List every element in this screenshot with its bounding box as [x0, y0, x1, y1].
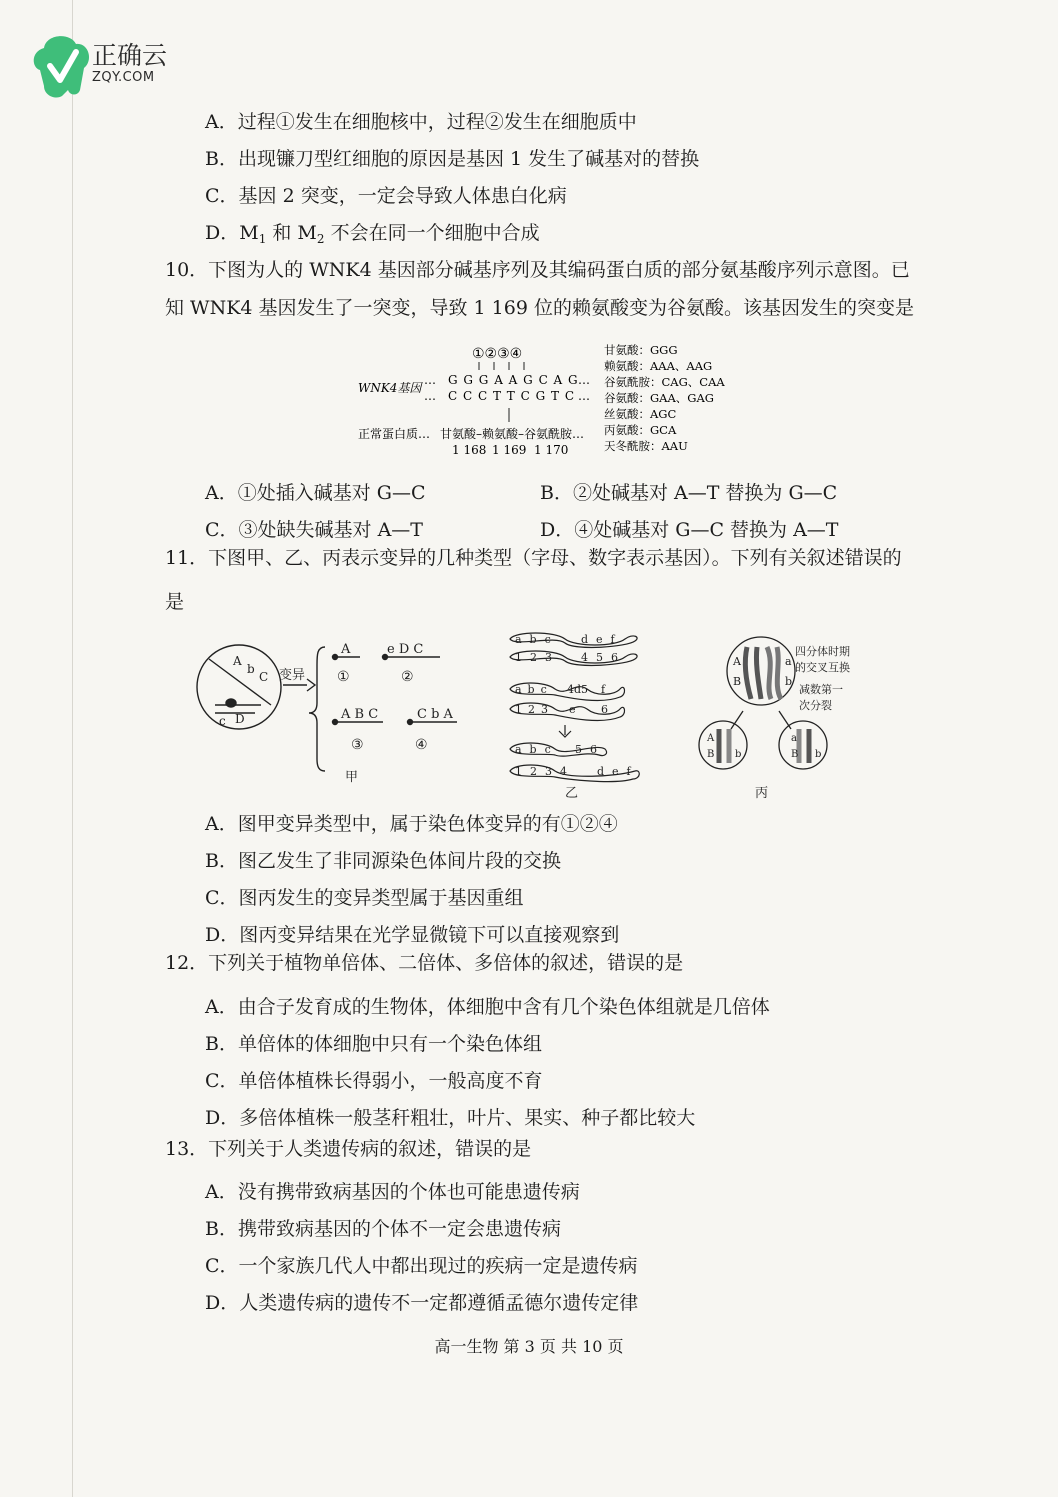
jia-chrom-1: A [341, 642, 351, 657]
figure-bing-label: 丙 [755, 786, 769, 801]
svg-text:123: 123 [515, 651, 560, 664]
svg-text:b: b [815, 749, 822, 760]
q9-option-d: D．$M_1$ 和 $M_2$ 不会在同一个细胞中合成 [205, 222, 540, 246]
q11-stem-line2: 是 [165, 591, 185, 613]
jia-num-4: ④ [415, 737, 428, 753]
svg-text:e: e [569, 703, 576, 716]
svg-text:456: 456 [581, 651, 626, 664]
codon-asn: 天冬酰胺：AAU [604, 439, 688, 453]
page-footer: 高一生物 第 3 页 共 10 页 [434, 1337, 624, 1356]
figure-yi-label: 乙 [565, 786, 579, 801]
jia-chrom-2: e D C [387, 642, 424, 657]
q11-option-c: C．图丙发生的变异类型属于基因重组 [205, 887, 524, 909]
svg-text:A: A [707, 733, 715, 744]
q11-figure [195, 625, 915, 803]
q10-option-d: D．④处碱基对 G—C 替换为 A—T [540, 519, 839, 541]
codon-gly: 甘氨酸：GGG [604, 343, 678, 357]
svg-text:B: B [791, 749, 799, 760]
logo-name: 正确云 [92, 41, 168, 70]
q13-option-a: A．没有携带致病基因的个体也可能患遗传病 [205, 1181, 580, 1203]
svg-text:6: 6 [601, 703, 608, 716]
jia-chrom-4: C b A [417, 707, 453, 722]
dots-left-1: … [424, 373, 436, 387]
svg-text:D: D [235, 712, 245, 726]
bing-label-2: 的交叉互换 [795, 661, 850, 674]
q12-option-c: C．单倍体植株长得弱小，一般高度不育 [205, 1070, 543, 1092]
q13-stem: 13．下列关于人类遗传病的叙述，错误的是 [165, 1138, 532, 1160]
q10-stem-line1: 10．下图为人的 WNK4 基因部分碱基序列及其编码蛋白质的部分氨基酸序列示意图。已 [165, 259, 910, 281]
svg-text:a: a [791, 733, 797, 744]
codon-lys: 赖氨酸：AAA、AAG [604, 359, 713, 373]
svg-text:c: c [219, 714, 226, 728]
page-edge [72, 0, 73, 1497]
position-1169: 1 169 [492, 443, 527, 457]
q12-stem: 12．下列关于植物单倍体、二倍体、多倍体的叙述，错误的是 [165, 952, 684, 974]
svg-text:b: b [785, 675, 793, 688]
q12-option-d: D．多倍体植株一般茎秆粗壮，叶片、果实、种子都比较大 [205, 1107, 696, 1129]
bing-label-1: 四分体时期 [795, 645, 850, 658]
jia-variation-label: 变异 [279, 668, 306, 683]
q11-option-b: B．图乙发生了非同源染色体间片段的交换 [205, 850, 561, 872]
q13-option-b: B．携带致病基因的个体不一定会患遗传病 [205, 1218, 561, 1240]
gene-label: WNK4基因 [358, 381, 422, 395]
template-strand: G G G A A G C A G [448, 373, 579, 387]
coding-strand: C C C T T C G T C [448, 389, 576, 403]
q12-option-a: A．由合子发育成的生物体，体细胞中含有几个染色体组就是几倍体 [205, 996, 770, 1018]
svg-text:B: B [707, 749, 715, 760]
svg-text:abc: abc [515, 683, 553, 696]
q9-option-c: C．基因 2 突变，一定会导致人体患白化病 [205, 185, 567, 207]
svg-text:f: f [601, 683, 606, 696]
q13-option-c: C．一个家族几代人中都出现过的疾病一定是遗传病 [205, 1255, 638, 1277]
q10-option-a: A．①处插入碱基对 G—C [205, 482, 426, 504]
dots-right-2: … [578, 389, 590, 403]
codon-gln: 谷氨酰胺：CAG、CAA [604, 375, 725, 389]
svg-text:a: a [785, 655, 792, 668]
q9-option-b: B．出现镰刀型红细胞的原因是基因 1 发生了碱基对的替换 [205, 148, 700, 170]
position-1170: 1 170 [534, 443, 569, 457]
codon-ala: 丙氨酸：GCA [604, 423, 677, 437]
q11-option-d: D．图丙变异结果在光学显微镜下可以直接观察到 [205, 924, 620, 946]
figure-jia-label: 甲 [345, 770, 359, 785]
logo-url: ZQY.COM [92, 70, 155, 85]
bing-label-3: 减数第一 [799, 683, 843, 696]
q9-option-a: A．过程①发生在细胞核中，过程②发生在细胞质中 [205, 111, 637, 133]
svg-text:56: 56 [575, 743, 605, 756]
svg-text:A: A [233, 654, 242, 668]
svg-text:1234: 1234 [515, 765, 575, 778]
svg-text:abc: abc [515, 633, 559, 646]
codon-ser: 丝氨酸：AGC [604, 407, 677, 421]
amino-acid-sequence: 甘氨酸–赖氨酸–谷氨酰胺… [440, 427, 585, 441]
q11-option-a: A．图甲变异类型中，属于染色体变异的有①②④ [205, 813, 618, 835]
svg-text:A: A [733, 655, 741, 668]
svg-text:abc: abc [515, 743, 559, 756]
svg-text:b: b [247, 662, 255, 676]
jia-num-1: ① [337, 669, 350, 685]
codon-glu: 谷氨酸：GAA、GAG [604, 391, 714, 405]
jia-chrom-3: A B C [341, 707, 379, 722]
jia-num-3: ③ [351, 737, 364, 753]
q10-stem-line2: 知 WNK4 基因发生了一突变，导致 1 169 位的赖氨酸变为谷氨酸。该基因发生的突变是 [165, 297, 914, 319]
svg-text:C: C [259, 670, 269, 684]
q13-option-d: D．人类遗传病的遗传不一定都遵循孟德尔遗传定律 [205, 1292, 639, 1314]
svg-text:123: 123 [515, 703, 554, 716]
dots-right-1: … [578, 373, 590, 387]
svg-text:B: B [733, 675, 742, 688]
dots-left-2: … [424, 389, 436, 403]
q12-option-b: B．单倍体的体细胞中只有一个染色体组 [205, 1033, 542, 1055]
svg-text:4d5: 4d5 [567, 683, 589, 696]
bing-label-4: 次分裂 [799, 699, 832, 712]
mutation-site-marks: ①②③④ [472, 346, 523, 362]
q10-option-c: C．③处缺失碱基对 A—T [205, 519, 423, 541]
q11-stem-line1: 11．下图甲、乙、丙表示变异的几种类型（字母、数字表示基因）。下列有关叙述错误的 [165, 547, 902, 569]
svg-text:def: def [597, 765, 639, 778]
position-1168: 1 168 [452, 443, 487, 457]
protein-label: 正常蛋白质… [358, 427, 431, 441]
jia-num-2: ② [401, 669, 414, 685]
q10-figure [352, 338, 752, 463]
svg-text:b: b [735, 749, 742, 760]
svg-text:def: def [581, 633, 623, 646]
q10-option-b: B．②处碱基对 A—T 替换为 G—C [540, 482, 838, 504]
